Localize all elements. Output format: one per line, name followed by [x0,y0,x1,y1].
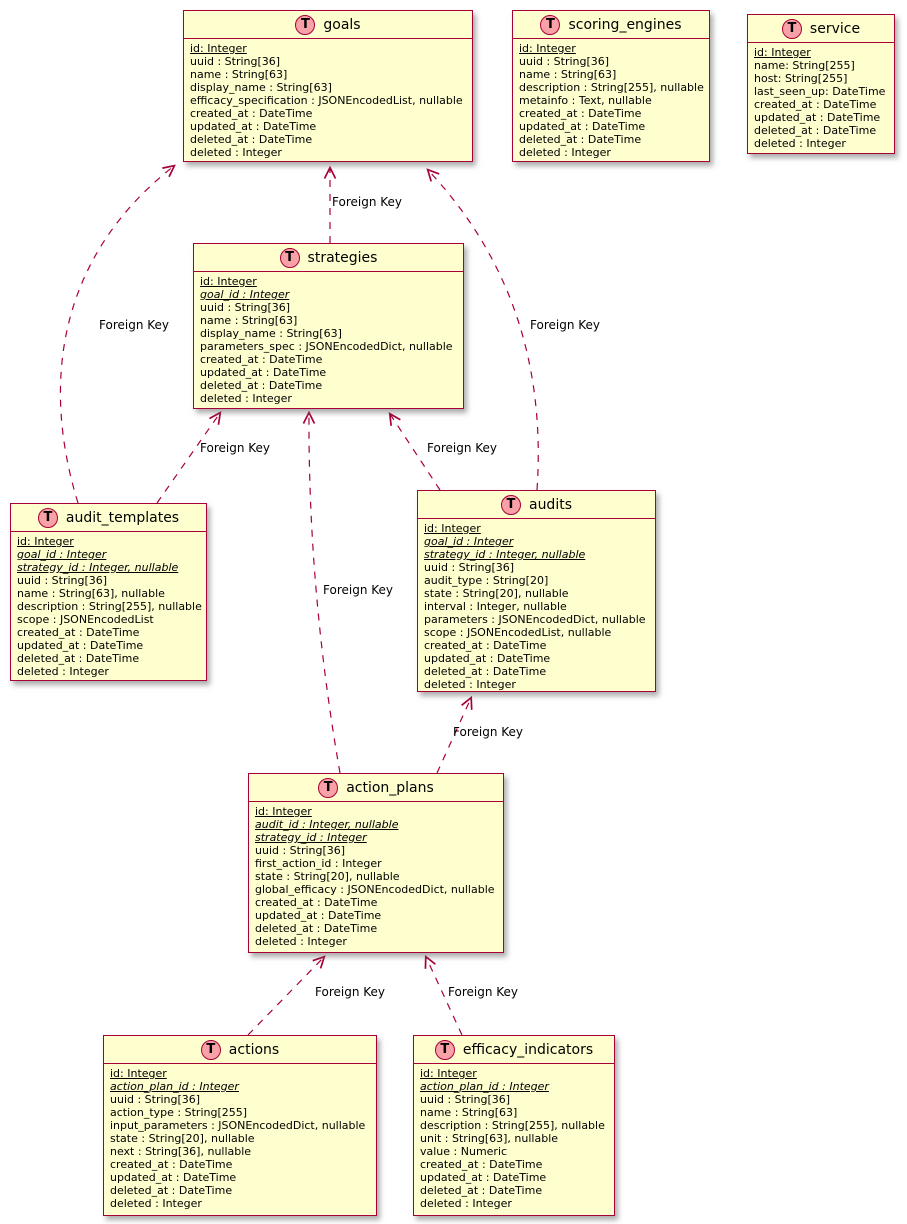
table-goals [183,10,473,162]
field-row: deleted : Integer [424,678,516,691]
edge-label-audits-to-goals: Foreign Key [530,318,600,332]
field-row: input_parameters : JSONEncodedDict, nullable [110,1119,366,1132]
table-audits [417,490,656,692]
table-header [11,504,206,532]
field-row: uuid : String[36] [255,844,346,857]
table-header [414,1036,614,1064]
field-row: deleted : Integer [519,146,611,159]
field-row: deleted : Integer [255,935,347,948]
field-row: display_name : String[63] [200,327,342,340]
table-name: action_plans [346,779,434,796]
field-row: created_at : DateTime [420,1158,543,1171]
field-row: state : String[20], nullable [424,587,569,600]
field-row: state : String[20], nullable [110,1132,255,1145]
field-row: description : String[255], nullable [519,81,704,94]
table-audit_templates [10,503,207,681]
field-row: created_at : DateTime [200,353,323,366]
field-row: id: Integer [17,535,74,548]
field-row: created_at : DateTime [110,1158,233,1171]
field-row: action_plan_id : Integer [110,1080,239,1093]
table-header [249,774,503,802]
field-row: next : String[36], nullable [110,1145,252,1158]
field-row: updated_at : DateTime [110,1171,237,1184]
edge-label-audit_templates-to-goals: Foreign Key [99,318,169,332]
table-icon: T [201,1040,221,1060]
field-row: first_action_id : Integer [255,857,382,870]
table-name: scoring_engines [568,16,682,33]
edge-label-audit_templates-to-strategies: Foreign Key [200,441,270,455]
table-icon: T [295,15,315,35]
field-row: name : String[63], nullable [17,587,165,600]
field-row: uuid : String[36] [200,301,291,314]
table-body [249,802,503,952]
edge-audit_templates-to-strategies [157,413,220,503]
field-row: name: String[255] [754,59,855,72]
field-row: uuid : String[36] [420,1093,511,1106]
field-row: deleted : Integer [110,1197,202,1210]
field-row: id: Integer [110,1067,167,1080]
table-name: service [809,20,861,37]
table-name: actions [228,1041,280,1058]
edge-label-action_plans-to-audits: Foreign Key [453,725,523,739]
field-row: updated_at : DateTime [420,1171,547,1184]
field-row: id: Integer [519,42,576,55]
field-row: deleted_at : DateTime [110,1184,233,1197]
table-header [513,11,709,39]
field-row: deleted_at : DateTime [17,652,140,665]
field-row: updated_at : DateTime [200,366,327,379]
table-name: audit_templates [65,509,180,526]
field-row: created_at : DateTime [424,639,547,652]
field-row: uuid : String[36] [424,561,515,574]
field-row: last_seen_up: DateTime [754,85,886,98]
table-body [184,39,472,161]
table-header [418,491,655,519]
field-row: created_at : DateTime [190,107,313,120]
table-header [748,15,894,43]
field-row: updated_at : DateTime [190,120,317,133]
field-row: updated_at : DateTime [255,909,382,922]
field-row: deleted_at : DateTime [255,922,378,935]
field-row: host: String[255] [754,72,848,85]
edge-label-strategies-to-goals: Foreign Key [332,195,402,209]
table-body [513,39,709,161]
field-row: parameters : JSONEncodedDict, nullable [424,613,646,626]
field-row: deleted : Integer [17,665,109,678]
field-row: deleted_at : DateTime [190,133,313,146]
field-row: goal_id : Integer [424,535,514,548]
field-row: description : String[255], nullable [17,600,202,613]
field-row: deleted : Integer [420,1197,512,1210]
table-icon: T [318,778,338,798]
field-row: global_efficacy : JSONEncodedDict, nullable [255,883,495,896]
field-row: deleted_at : DateTime [519,133,642,146]
table-body [414,1064,614,1215]
field-row: scope : JSONEncodedList [17,613,154,626]
edge-label-action_plans-to-strategies: Foreign Key [323,583,393,597]
field-row: name : String[63] [519,68,617,81]
field-row: display_name : String[63] [190,81,332,94]
field-row: name : String[63] [200,314,298,327]
table-name: goals [323,16,361,33]
field-row: name : String[63] [190,68,288,81]
field-row: deleted_at : DateTime [200,379,323,392]
field-row: name : String[63] [420,1106,518,1119]
table-header [194,244,463,272]
table-body [194,272,463,408]
field-row: strategy_id : Integer [255,831,367,844]
edge-actions-to-action_plans [248,957,324,1035]
table-strategies [193,243,464,409]
field-row: created_at : DateTime [17,626,140,639]
table-body [11,532,206,680]
field-row: updated_at : DateTime [519,120,646,133]
field-row: created_at : DateTime [519,107,642,120]
table-icon: T [38,508,58,528]
field-row: updated_at : DateTime [754,111,881,124]
table-body [418,519,655,691]
field-row: updated_at : DateTime [424,652,551,665]
table-header [184,11,472,39]
table-service [747,14,895,154]
table-name: audits [528,496,572,513]
field-row: deleted : Integer [200,392,292,405]
field-row: unit : String[63], nullable [420,1132,559,1145]
table-action_plans [248,773,504,953]
edge-label-audits-to-strategies: Foreign Key [427,441,497,455]
table-icon: T [435,1040,455,1060]
field-row: action_type : String[255] [110,1106,248,1119]
field-row: id: Integer [255,805,312,818]
field-row: goal_id : Integer [200,288,290,301]
field-row: goal_id : Integer [17,548,107,561]
field-row: id: Integer [424,522,481,535]
table-icon: T [540,15,560,35]
field-row: created_at : DateTime [754,98,877,111]
field-row: scope : JSONEncodedList, nullable [424,626,612,639]
table-efficacy_indicators [413,1035,615,1216]
field-row: efficacy_specification : JSONEncodedList, nullable [190,94,463,107]
field-row: interval : Integer, nullable [424,600,567,613]
field-row: parameters_spec : JSONEncodedDict, nullable [200,340,453,353]
field-row: id: Integer [190,42,247,55]
field-row: deleted_at : DateTime [420,1184,543,1197]
field-row: deleted_at : DateTime [754,124,877,137]
table-actions [103,1035,377,1216]
table-name: strategies [307,249,378,266]
table-body [104,1064,376,1215]
table-icon: T [501,495,521,515]
field-row: deleted_at : DateTime [424,665,547,678]
edge-label-actions-to-action_plans: Foreign Key [315,985,385,999]
field-row: id: Integer [420,1067,477,1080]
table-body [748,43,894,153]
field-row: uuid : String[36] [190,55,281,68]
field-row: deleted : Integer [754,137,846,150]
field-row: created_at : DateTime [255,896,378,909]
field-row: id: Integer [754,46,811,59]
field-row: value : Numeric [420,1145,508,1158]
field-row: description : String[255], nullable [420,1119,605,1132]
edge-label-efficacy_indicators-to-action_plans: Foreign Key [448,985,518,999]
field-row: uuid : String[36] [17,574,108,587]
field-row: strategy_id : Integer, nullable [17,561,179,574]
field-row: id: Integer [200,275,257,288]
field-row: uuid : String[36] [519,55,610,68]
field-row: deleted : Integer [190,146,282,159]
field-row: updated_at : DateTime [17,639,144,652]
field-row: audit_id : Integer, nullable [255,818,399,831]
table-scoring_engines [512,10,710,162]
field-row: metainfo : Text, nullable [519,94,652,107]
field-row: action_plan_id : Integer [420,1080,549,1093]
table-header [104,1036,376,1064]
table-name: efficacy_indicators [462,1041,594,1058]
field-row: state : String[20], nullable [255,870,400,883]
field-row: strategy_id : Integer, nullable [424,548,586,561]
table-icon: T [782,19,802,39]
table-icon: T [280,248,300,268]
field-row: audit_type : String[20] [424,574,549,587]
edge-audit_templates-to-goals [60,166,174,503]
field-row: uuid : String[36] [110,1093,201,1106]
